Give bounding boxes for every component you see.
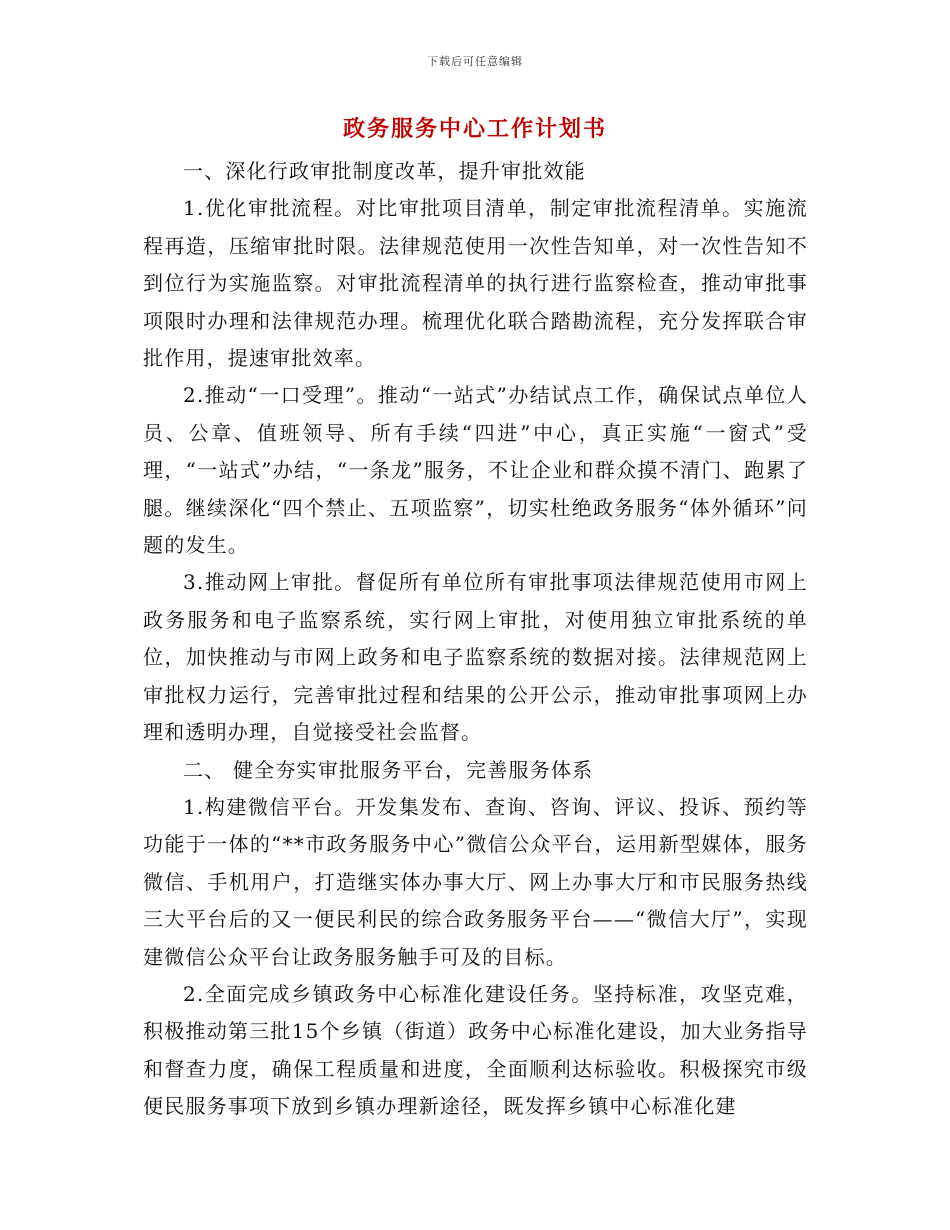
document-title: 政务服务中心工作计划书: [342, 116, 607, 142]
paragraph: 1.构建微信平台。开发集发布、查询、咨询、评议、投诉、预约等功能于一体的“**市政务服务中心”微信公众平台，运用新型媒体，服务微信、手机用户，打造继实体办事大厅、网上办事大厅和市民服务热线三大平台后的又一便民利民的综合政务服务平台——“微信大厅”，实现建微信公众平台让政务服务触手可及的目标。: [143, 794, 808, 969]
header-note: 下载后可任意编辑: [427, 55, 523, 68]
document-body: [143, 153, 808, 1126]
section-heading-1: 一、深化行政审批制度改革，提升审批效能: [183, 159, 586, 183]
paragraph: 1.优化审批流程。对比审批项目清单，制定审批流程清单。实施流程再造，压缩审批时限。法律规范使用一次性告知单，对一次性告知不到位行为实施监察。对审批流程清单的执行进行监察检查，推动审批事项限时办理和法律规范办理。梳理优化联合踏勘流程，充分发挥联合审批作用，提速审批效率。: [143, 196, 808, 371]
paragraph: 2.推动“一口受理”。推动“一站式”办结试点工作，确保试点单位人员、公章、值班领导、所有手续“四进”中心，真正实施“一窗式”受理，“一站式”办结，“一条龙”服务，不让企业和群众摸不清门、跑累了腿。继续深化“四个禁止、五项监察”，切实杜绝政务服务“体外循环”问题的发生。: [143, 383, 808, 558]
paragraph: 2.全面完成乡镇政务中心标准化建设任务。坚持标准，攻坚克难，积极推动第三批15个乡镇（街道）政务中心标准化建设，加大业务指导和督查力度，确保工程质量和进度，全面顺利达标验收。积极探究市级便民服务事项下放到乡镇办理新途径，既发挥乡镇中心标准化建: [143, 981, 808, 1119]
paragraph: 3.推动网上审批。督促所有单位所有审批事项法律规范使用市网上政务服务和电子监察系统，实行网上审批，对使用独立审批系统的单位，加快推动与市网上政务和电子监察系统的数据对接。法律规范网上审批权力运行，完善审批过程和结果的公开公示，推动审批事项网上办理和透明办理，自觉接受社会监督。: [143, 570, 808, 745]
section-heading-2: 二、 健全夯实审批服务平台，完善服务体系: [183, 757, 594, 782]
